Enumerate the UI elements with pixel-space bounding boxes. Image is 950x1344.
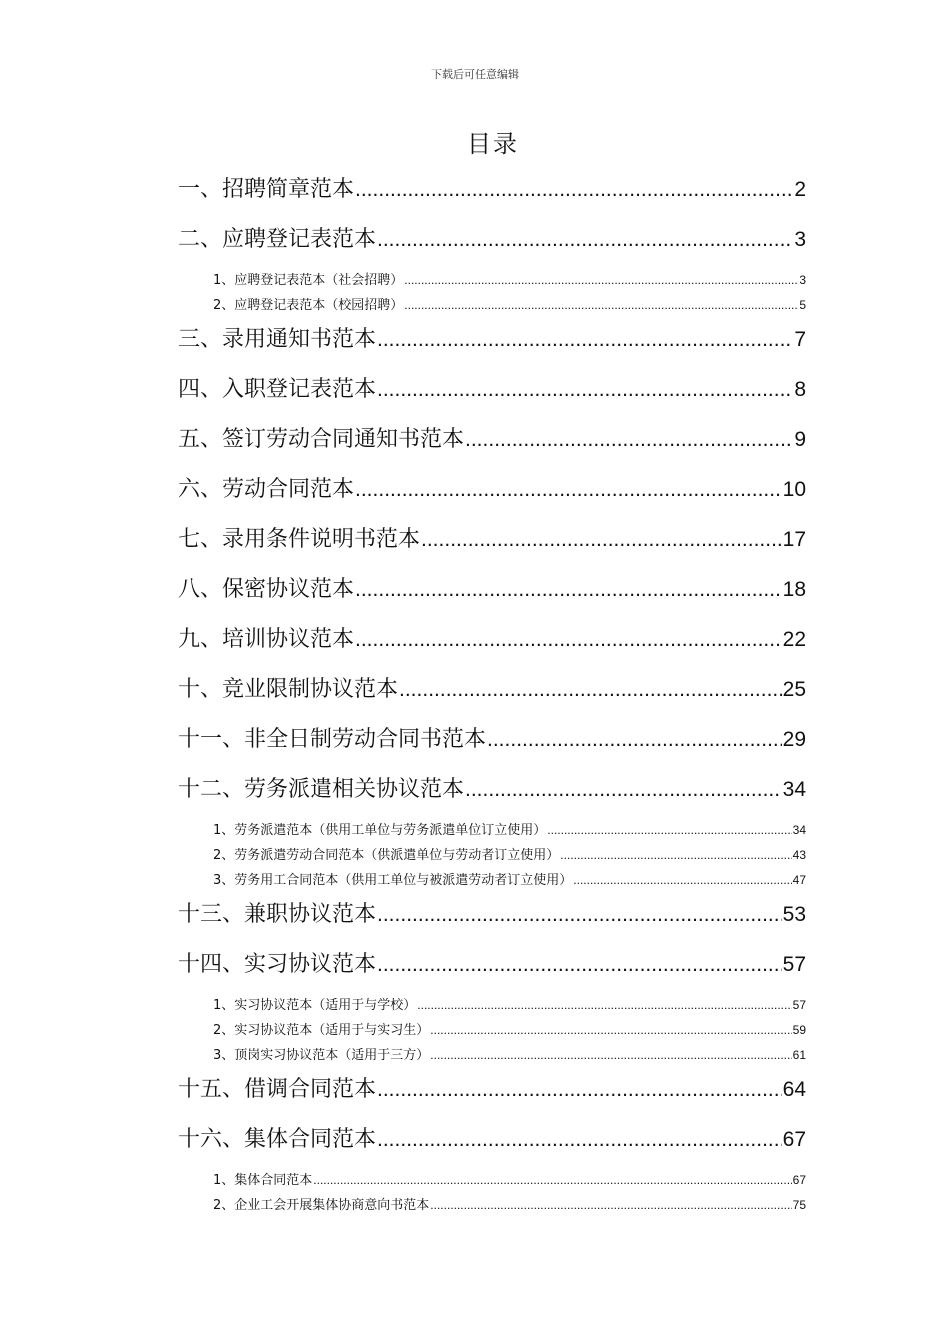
toc-entry-label: 六、劳动合同范本: [178, 477, 355, 502]
toc-dot-leader: [465, 418, 793, 462]
toc-page-number: 17: [782, 528, 806, 551]
toc-entry-label: 十六、集体合同范本: [178, 1127, 377, 1152]
toc-entry[interactable]: [178, 218, 806, 268]
toc-entry[interactable]: [178, 893, 806, 943]
toc-subentry[interactable]: [178, 818, 806, 843]
toc-page-number: 47: [792, 873, 806, 887]
toc-entry-label: 十二、劳务派遣相关协议范本: [178, 777, 465, 802]
toc-entry-label: 三、录用通知书范本: [178, 327, 377, 352]
toc-entry-label: 2、应聘登记表范本（校园招聘）: [213, 298, 404, 313]
toc-page-number: 34: [792, 823, 806, 837]
page-header: 下载后可任意编辑: [431, 68, 519, 81]
toc-page-number: 57: [792, 998, 806, 1012]
toc-entry-label: 八、保密协议范本: [178, 577, 355, 602]
toc-page-number: 18: [782, 578, 806, 601]
toc-page-number: 3: [799, 273, 806, 287]
toc-dot-leader: [377, 893, 782, 937]
toc-subentry[interactable]: [178, 1168, 806, 1193]
toc-entry[interactable]: [178, 943, 806, 993]
toc-page-number: 5: [799, 298, 806, 312]
toc-dot-leader: [377, 1118, 782, 1162]
toc-page-number: 75: [792, 1198, 806, 1212]
toc-entry-label: 3、劳务用工合同范本（供用工单位与被派遣劳动者订立使用）: [213, 873, 573, 888]
toc-entry[interactable]: [178, 368, 806, 418]
toc-page-number: 3: [794, 228, 806, 251]
toc-entry[interactable]: [178, 1068, 806, 1118]
toc-entry[interactable]: [178, 618, 806, 668]
toc-entry[interactable]: [178, 518, 806, 568]
toc-dot-leader: [377, 943, 782, 987]
toc-dot-leader: [399, 668, 782, 712]
toc-page-number: 67: [792, 1173, 806, 1187]
toc-dot-leader: [377, 318, 793, 362]
toc-dot-leader: [421, 518, 782, 562]
toc-entry-label: 十三、兼职协议范本: [178, 902, 377, 927]
toc-page-number: 7: [794, 328, 806, 351]
toc-entry[interactable]: [178, 168, 806, 218]
toc-entry[interactable]: [178, 318, 806, 368]
toc-entry-label: 十、竞业限制协议范本: [178, 677, 399, 702]
toc-entry-label: 十五、借调合同范本: [178, 1077, 377, 1102]
toc-entry-label: 十四、实习协议范本: [178, 952, 377, 977]
toc-page-number: 25: [782, 678, 806, 701]
toc-page-number: 53: [782, 903, 806, 926]
toc-page-number: 43: [792, 848, 806, 862]
toc-entry-label: 1、实习协议范本（适用于与学校）: [213, 998, 417, 1013]
table-of-contents: [178, 168, 806, 1218]
toc-dot-leader: [560, 843, 791, 868]
toc-subentry[interactable]: [178, 268, 806, 293]
toc-entry[interactable]: [178, 768, 806, 818]
toc-page-number: 9: [794, 428, 806, 451]
toc-dot-leader: [404, 268, 798, 293]
toc-entry[interactable]: [178, 568, 806, 618]
toc-dot-leader: [404, 293, 798, 318]
page-title: 目录: [467, 130, 519, 158]
toc-page-number: 57: [782, 953, 806, 976]
toc-page-number: 64: [782, 1078, 806, 1101]
toc-page-number: 61: [792, 1048, 806, 1062]
toc-dot-leader: [355, 468, 782, 512]
toc-page-number: 29: [782, 728, 806, 751]
toc-dot-leader: [487, 718, 782, 762]
toc-subentry[interactable]: [178, 293, 806, 318]
toc-entry-label: 3、顶岗实习协议范本（适用于三方）: [213, 1048, 430, 1063]
toc-subentry[interactable]: [178, 868, 806, 893]
toc-dot-leader: [547, 818, 791, 843]
toc-page-number: 10: [782, 478, 806, 501]
toc-page-number: 8: [794, 378, 806, 401]
toc-entry[interactable]: [178, 468, 806, 518]
toc-entry[interactable]: [178, 668, 806, 718]
toc-dot-leader: [573, 868, 791, 893]
toc-entry-label: 二、应聘登记表范本: [178, 227, 377, 252]
toc-entry-label: 一、招聘简章范本: [178, 177, 355, 202]
toc-dot-leader: [377, 368, 793, 412]
toc-dot-leader: [377, 1068, 782, 1112]
toc-dot-leader: [313, 1168, 791, 1193]
toc-dot-leader: [355, 168, 793, 212]
toc-entry[interactable]: [178, 1118, 806, 1168]
toc-subentry[interactable]: [178, 1018, 806, 1043]
toc-subentry[interactable]: [178, 843, 806, 868]
toc-entry[interactable]: [178, 718, 806, 768]
toc-entry-label: 九、培训协议范本: [178, 627, 355, 652]
toc-dot-leader: [430, 1018, 791, 1043]
toc-dot-leader: [377, 218, 793, 262]
toc-entry-label: 2、企业工会开展集体协商意向书范本: [213, 1198, 430, 1213]
toc-dot-leader: [355, 618, 782, 662]
toc-page-number: 2: [794, 178, 806, 201]
toc-dot-leader: [430, 1193, 791, 1218]
toc-subentry[interactable]: [178, 993, 806, 1018]
toc-subentry[interactable]: [178, 1193, 806, 1218]
toc-entry-label: 2、实习协议范本（适用于与实习生）: [213, 1023, 430, 1038]
toc-entry-label: 1、应聘登记表范本（社会招聘）: [213, 273, 404, 288]
toc-page-number: 22: [782, 628, 806, 651]
toc-entry-label: 四、入职登记表范本: [178, 377, 377, 402]
toc-dot-leader: [430, 1043, 791, 1068]
toc-entry-label: 七、录用条件说明书范本: [178, 527, 421, 552]
toc-dot-leader: [355, 568, 782, 612]
toc-entry-label: 1、集体合同范本: [213, 1173, 313, 1188]
toc-subentry[interactable]: [178, 1043, 806, 1068]
toc-entry-label: 2、劳务派遣劳动合同范本（供派遣单位与劳动者订立使用）: [213, 848, 560, 863]
toc-entry-label: 五、签订劳动合同通知书范本: [178, 427, 465, 452]
toc-page-number: 67: [782, 1128, 806, 1151]
toc-dot-leader: [465, 768, 782, 812]
toc-page-number: 59: [792, 1023, 806, 1037]
toc-page-number: 34: [782, 778, 806, 801]
toc-entry-label: 十一、非全日制劳动合同书范本: [178, 727, 487, 752]
toc-dot-leader: [417, 993, 791, 1018]
toc-entry-label: 1、劳务派遣范本（供用工单位与劳务派遣单位订立使用）: [213, 823, 547, 838]
toc-entry[interactable]: [178, 418, 806, 468]
